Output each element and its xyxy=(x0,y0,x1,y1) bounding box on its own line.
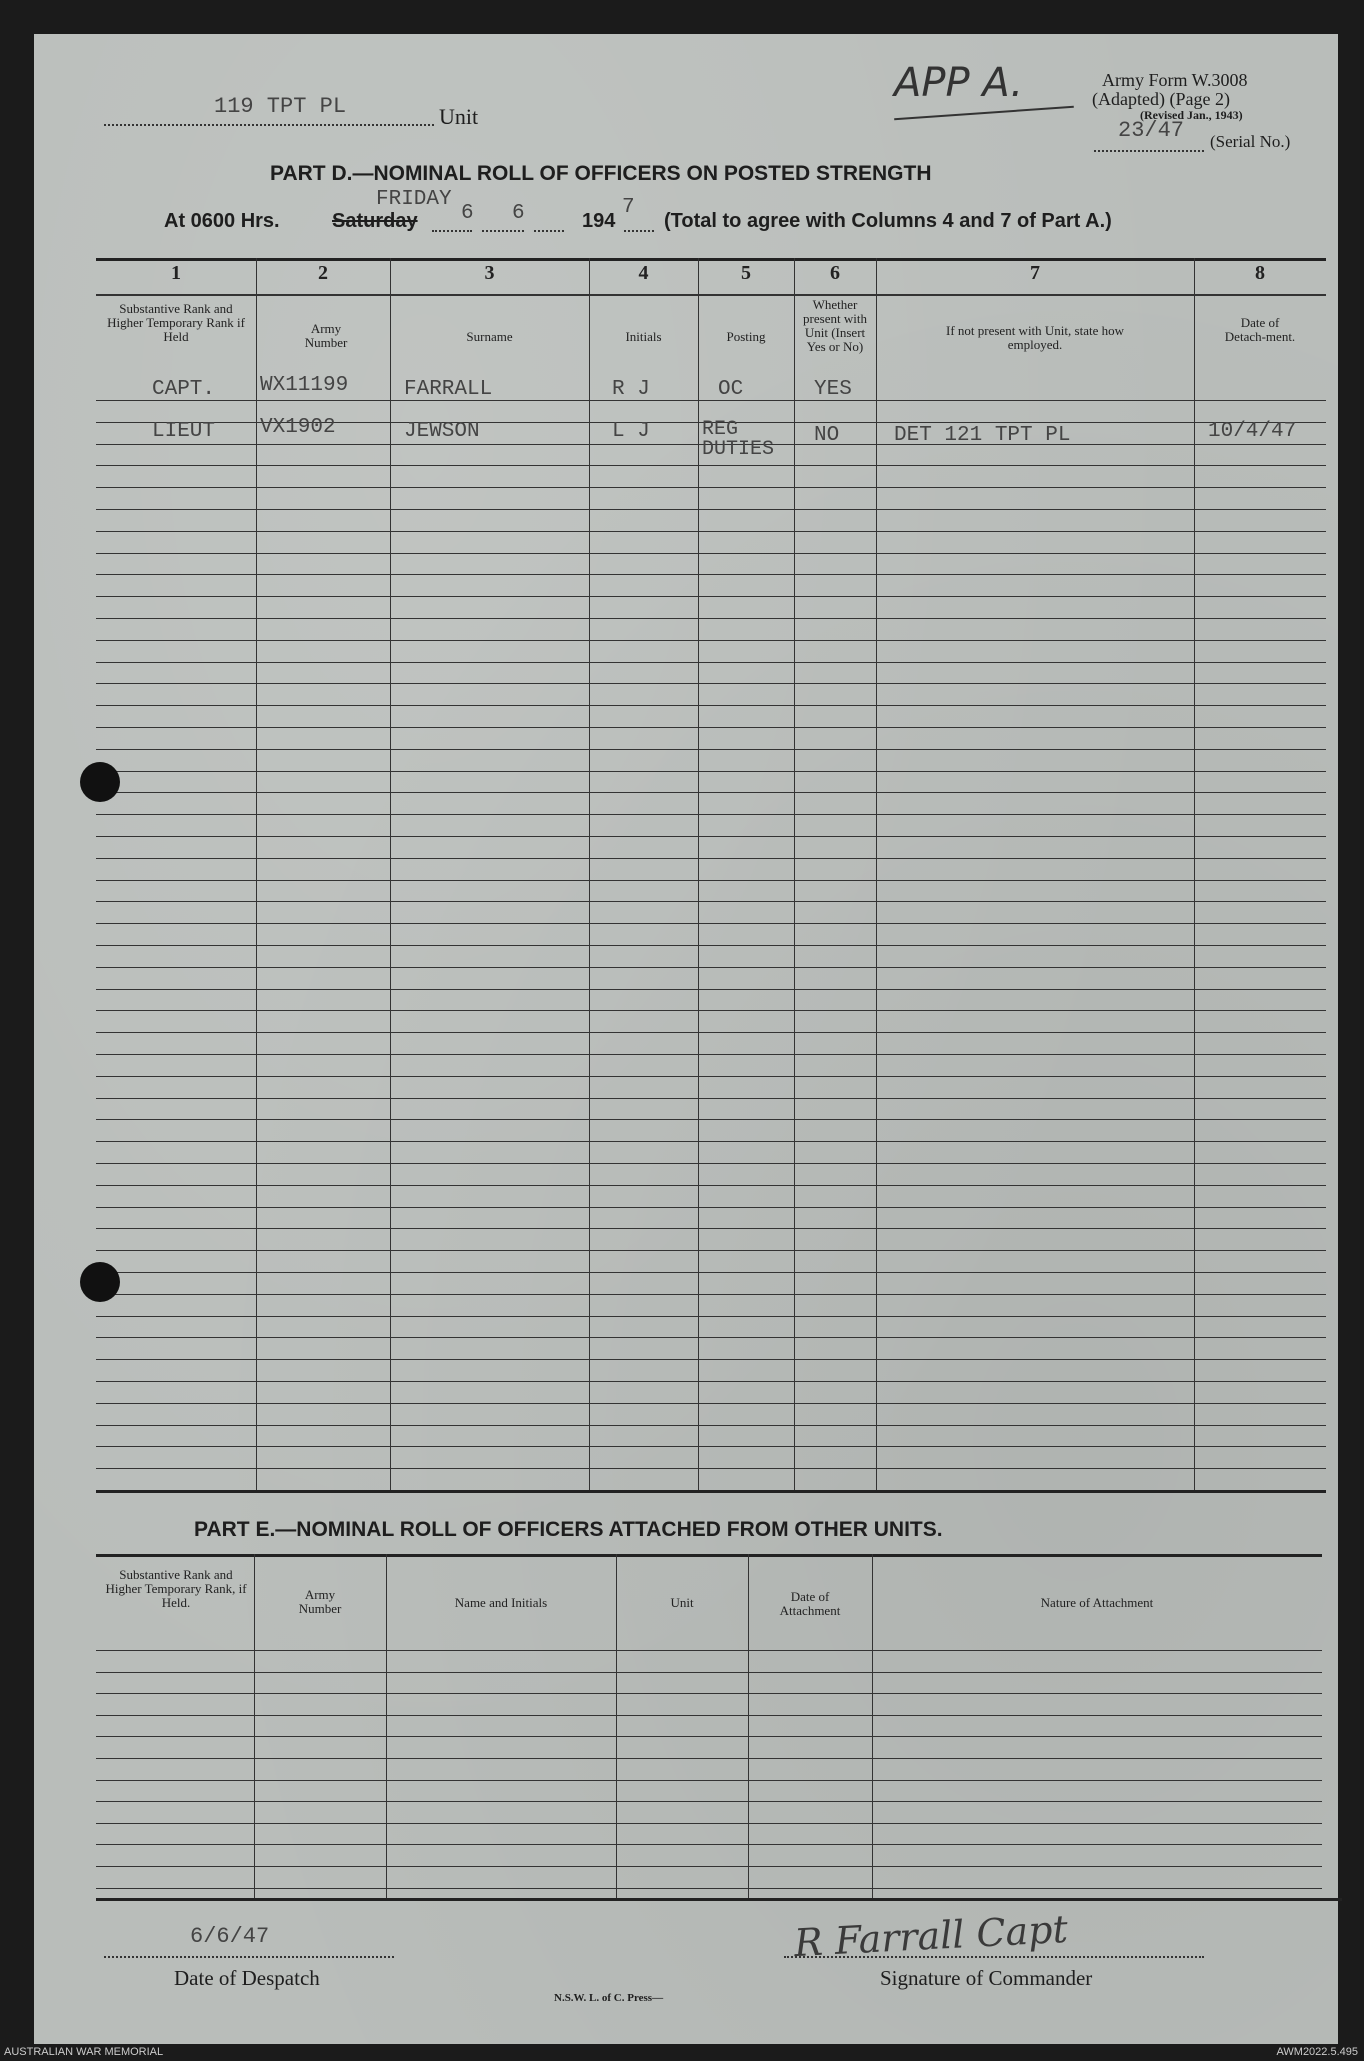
year-typed: 7 xyxy=(622,196,635,219)
form-title: Army Form W.3008 xyxy=(1102,70,1248,90)
e-header-army-number: Army Number xyxy=(298,1587,342,1616)
punch-hole xyxy=(80,762,120,802)
row2-surname: JEWSON xyxy=(404,420,480,443)
e-header-rank: Substantive Rank and Higher Temporary Rank, if Held. xyxy=(105,1567,247,1610)
form-row-rule xyxy=(96,1780,1322,1781)
part-e-table xyxy=(34,34,1338,2044)
row1-initials: R J xyxy=(612,378,650,401)
part-e-top-rule xyxy=(96,1554,1322,1557)
form-row-rule xyxy=(96,1672,1322,1673)
part-e-bottom-rule xyxy=(96,1898,1342,1901)
row1-posting: OC xyxy=(718,378,744,401)
col-number-3: 3 xyxy=(484,262,495,284)
serial-label: (Serial No.) xyxy=(1210,132,1291,151)
col-number-2: 2 xyxy=(318,262,328,284)
row1-present: YES xyxy=(814,378,852,401)
total-note: (Total to agree with Columns 4 and 7 of Part A.) xyxy=(664,210,1112,232)
row2-posting: REG DUTIES xyxy=(702,418,775,461)
e-header-nature: Nature of Attachment xyxy=(1040,1595,1154,1610)
day-printed: Saturday xyxy=(332,210,418,232)
e-header-attach-date: Date of Attachment xyxy=(779,1589,841,1618)
row2-present: NO xyxy=(814,424,840,447)
form-page xyxy=(34,34,1338,2044)
row2-employed: DET 121 TPT PL xyxy=(894,424,1071,447)
col-header-initials: Initials xyxy=(625,329,662,344)
col-number-7: 7 xyxy=(1030,262,1040,284)
unit-label: Unit xyxy=(439,104,479,129)
part-d-title: PART D.—NOMINAL ROLL OF OFFICERS ON POSTED STRENGTH xyxy=(270,162,932,185)
commander-signature: R Farrall Capt xyxy=(793,1906,1069,1966)
e-header-unit: Unit xyxy=(670,1595,694,1610)
archive-credit-left: AUSTRALIAN WAR MEMORIAL xyxy=(4,2046,164,2058)
form-row-rule xyxy=(96,1844,1322,1845)
col-header-employed: If not present with Unit, state how employed. xyxy=(946,323,1124,352)
row1-surname: FARRALL xyxy=(404,378,493,401)
row1-army-number: WX11199 xyxy=(260,374,349,397)
date-day: 6 xyxy=(461,202,474,225)
despatch-dotted xyxy=(104,1956,394,1958)
row2-detach-date: 10/4/47 xyxy=(1208,420,1297,443)
col-header-rank: Substantive Rank and Higher Temporary Rank if Held xyxy=(107,301,245,344)
col-header-surname: Surname xyxy=(466,329,513,344)
day-typed: FRIDAY xyxy=(376,188,452,211)
col-header-posting: Posting xyxy=(726,329,766,344)
serial-value: 23/47 xyxy=(1118,118,1185,143)
row2-rank: LIEUT xyxy=(152,420,216,443)
col-number-8: 8 xyxy=(1255,262,1265,284)
e-header-name: Name and Initials xyxy=(454,1595,548,1610)
form-row-rule xyxy=(96,1736,1322,1737)
row1-rank: CAPT. xyxy=(152,378,216,401)
archive-credit-right: AWM2022.5.495 xyxy=(1276,2046,1358,2058)
col-number-1: 1 xyxy=(171,262,181,284)
col-header-army-number: Army Number xyxy=(304,321,348,350)
form-row-rule xyxy=(96,1801,1322,1802)
unit-value: 119 TPT PL xyxy=(214,94,347,119)
signature-dotted xyxy=(784,1956,1204,1958)
date-month: 6 xyxy=(512,202,525,225)
col-number-6: 6 xyxy=(830,262,840,284)
form-row-rule xyxy=(96,1888,1322,1889)
punch-hole xyxy=(80,1262,120,1302)
form-row-rule xyxy=(96,1866,1322,1867)
col-header-present: Whether present with Unit (Insert Yes or No) xyxy=(803,297,867,354)
col-number-4: 4 xyxy=(638,262,649,284)
col-header-detach-date: Date of Detach-ment. xyxy=(1224,315,1296,344)
col-number-5: 5 xyxy=(741,262,751,284)
form-row-rule xyxy=(96,1823,1322,1824)
part-e-col-divider xyxy=(748,1554,749,1898)
year-printed: 194 xyxy=(582,210,616,232)
handwritten-ref: APP A. xyxy=(894,60,1024,106)
part-e-col-divider xyxy=(254,1554,255,1898)
part-e-title: PART E.—NOMINAL ROLL OF OFFICERS ATTACHED FROM OTHER UNITS. xyxy=(194,1518,943,1541)
despatch-label: Date of Despatch xyxy=(174,1966,320,1990)
row2-initials: L J xyxy=(612,420,650,443)
form-adapted: (Adapted) (Page 2) xyxy=(1092,89,1230,109)
form-row-rule xyxy=(96,1650,1322,1651)
despatch-value: 6/6/47 xyxy=(190,1924,270,1949)
signature-label: Signature of Commander xyxy=(880,1966,1093,1990)
form-revised: (Revised Jan., 1943) xyxy=(1140,108,1243,122)
press-mark: N.S.W. L. of C. Press— xyxy=(554,1992,664,2004)
at-label: At 0600 Hrs. xyxy=(164,210,280,232)
form-row-rule xyxy=(96,1693,1322,1694)
row2-army-number: VX1902 xyxy=(260,416,336,439)
form-row-rule xyxy=(96,1758,1322,1759)
form-row-rule xyxy=(96,1715,1322,1716)
